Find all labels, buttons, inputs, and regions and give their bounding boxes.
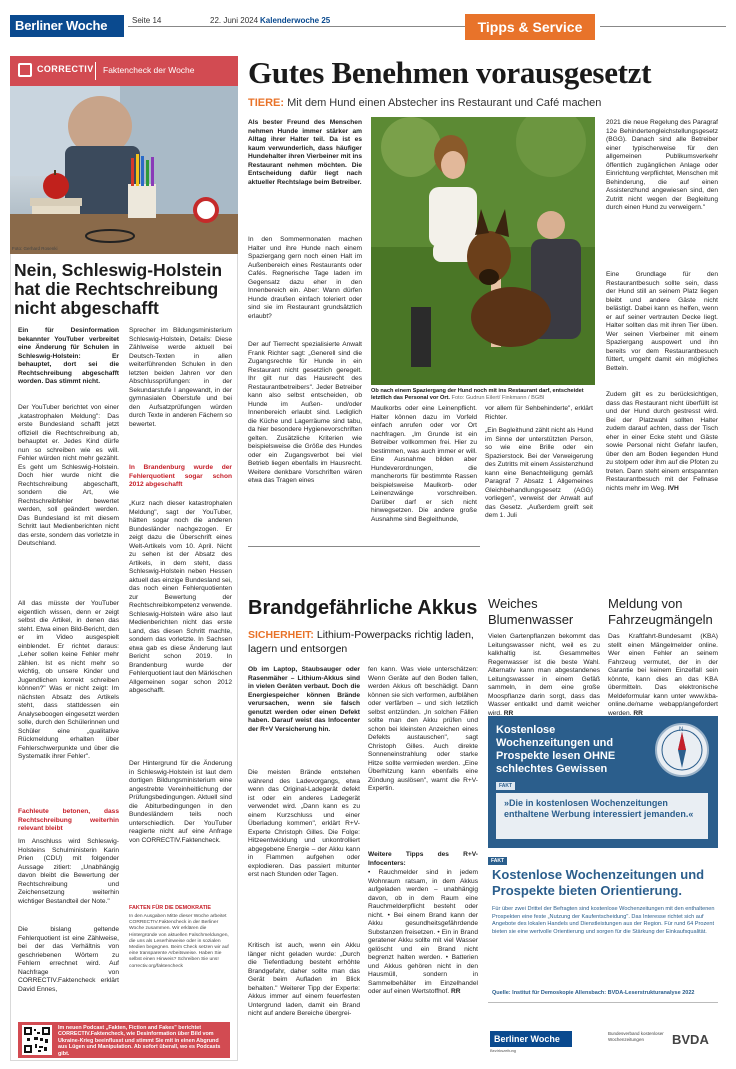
ad-title: Kostenlose Wochenzeitungen und Prospekte lesen OHNE schlechtes Gewissen (496, 724, 616, 775)
section-tag: Tipps & Service (465, 14, 595, 40)
header-divider-right (600, 26, 726, 27)
faktencheck-col1-text3: Im Anschluss wird Schleswig-Holsteins Schulministerin Karin Prien (CDU) mit folgender Aussage zitiert: „Unabhängig davon bleibt die Bewertung der Rechtschreibung und Zeichensetzung weiterhin wichtiger Bestandteil der Note." (18, 838, 119, 905)
dog-restaurant-photo (371, 117, 595, 385)
faktencheck-headline: Nein, Schleswig-Holstein hat die Rechtschreibung nicht abgeschafft (14, 260, 223, 318)
main-col4-text3 (606, 391, 718, 493)
ad-tag: FAKT (496, 782, 515, 790)
ad-quote: »Die in kostenlosen Wochenzeitungen enthaltene Werbung interessiert jemanden.« (496, 793, 708, 839)
bvda-logo: BVDA (672, 1032, 709, 1047)
weich-signature: RR (503, 709, 514, 717)
footer-bw-logo: Berliner Woche (490, 1031, 572, 1047)
main-col2-text: Maulkorbs oder eine Leinenpflicht. Halter können dazu im Vorfeld einfach anrufen oder vor Ort nachfragen. „Im Grunde ist ein Betreiber vollkommen frei. Hier zu bestimmen, was auch immer er will. Eine Ausnahme bilden aber Hundeverordnungen, die mancherorts für bestimmte Rassen beispielsweise Maulkorb- oder Leinenzwänge vorschreiben. Darüber darf er sich nicht hinwegsetzen. Die andere große Ausnahme sind Begleithunde, (371, 405, 477, 523)
footer-divider (488, 1002, 718, 1003)
issue-week: Kalenderwoche 25 (260, 16, 331, 25)
podcast-text: Im neuen Podcast „Fakten, Fiction and Fakes" berichtet CORRECTIV.Faktencheck, wie Desinformation über Bild vom Ukraine-Krieg beeinflusst und stimmt Sie mit in einen Abgrund aus Lügen und Manipulation. Ab sofort überall, wo es Podcasts gibt. (58, 1025, 221, 1057)
correctiv-tagline: Faktencheck der Woche (103, 65, 195, 75)
page-header (10, 14, 726, 42)
main-subline-text: Mit dem Hund einen Abstecher ins Restaurant und Café machen (287, 97, 602, 109)
meldung-headline: Meldung von Fahrzeugmängeln (608, 596, 713, 627)
section-divider (248, 546, 480, 547)
podcast-box (18, 1022, 230, 1058)
main-col1-text2: Der auf Tierrecht spezialisierte Anwalt Frank Richter sagt: „Generell sind die Zugangsrechte für Hunde in ein Restaurant nicht gesetzlich geregelt. Ihr gilt nur das Hausrecht des Restaurantbetreibers". Jeder Betreiber kann also selbst entscheiden, ob Hunde im Außen- und/oder Innenbereich erlaubt sind. Lediglich die Küche und Lagerräume sind tabu, da hier besondere Hygienevorschriften gelten. Zusätzliche Kriterien wie beispielsweise die Größe des Hundes oder ein Zugangsverbot bei viel Betrieb liegen ebenfalls im Hausrecht. Weitere denkbare Vorschriften wären etwa das Tragen eines (248, 341, 362, 484)
akku-lead: Ob im Laptop, Staubsauger oder Rasenmäher – Lithium-Akkus sind in vielen Geräten verbaut. Doch die Energiespeicher können Brände verursachen, wenn sie falsch genutzt werden oder einen Defekt haben. Darauf weist das Infocenter der R+V Versicherung hin. (248, 666, 360, 733)
school-desk-illustration (10, 86, 238, 254)
main-headline: Gutes Benehmen vorausgesetzt (248, 55, 652, 90)
faktencheck-col2-text2: „Kurz nach dieser katastrophalen Meldung", sagt der YouTuber, hätten sogar noch die anderen Bundesländer nachgezogen. Er zeigt dazu die Überschrift eines Welt-Artikels vom 10. April. Nicht zu sehen ist der Absatz des Artikels, in dem steht, dass Schleswig-Holstein neben Hessen aktuell das einzige Bundesland sei, das noch einen Fehlerquotienten zur Bewertung der Rechtschreibkompetenz verwende. Schleswig-Holstein wäre also laut Medienberichten nicht das erste Land, das diesen Schritt machte, sondern das vorletzte. In Sachsen etwa gab es diese Änderung laut Bericht schon 2019. In Brandenburg wurde der Fehlerquotient laut den Märkischen Allgemeinen sogar schon 2012 abgeschafft. (129, 500, 233, 694)
qr-code-graphic (24, 1027, 50, 1053)
dog-photo-illustration (371, 117, 595, 385)
meldung-text (608, 633, 718, 718)
akku-tips-text: • Rauchmelder sind in jedem Wohnraum ratsam, in dem Akkus aufgeladen werden – unabhängig davon, ob in dem Raum eine Rauchmelderpflicht besteht oder nicht. • Bei einem Brand kann der Akku gesundheitsgefährdende Substanzen freisetzen. • Ein in Brand geratener Akku sollte mit viel Wasser gelöscht und ein Brand nicht begrenzt halten werden. • Batterien und Akkus gehören nicht in den Hausmüll, sondern in Sammelbehälter im Einzelhandel oder auf einen Wertstoffhof. (368, 869, 478, 995)
akku-signature: RR (450, 988, 461, 995)
faktencheck-col1-text: Der YouTuber berichtet von einer „katastrophalen Meldung": Das erste Bundesland schafft jetzt offiziell die Rechtschreibung ab, behauptet er. Jedes Kind dürfe nun so schreiben wie es will. Fehler würden nicht mehr gezählt. Es geht um Schleswig-Holstein. Doch hier wurde nicht die Rechtschreibung abgeschafft, sondern die Art, wie Rechtschreibfehler bewertet werden, soll geändert werden. Das Bundesland ist mit diesem Schritt laut Medienberichten nicht das erste, sondern das vorletzte in Deutschland. (18, 404, 119, 547)
faktencheck-col1-text2: All das müsste der YouTuber eigentlich wissen, denn er zeigt selbst die Artikel, in denen das steht. Etwa einen Bild-Bericht, den er im Video ausgespielt einblendet. Er richtet daraus: „Leher sollen keine Fehler mehr zählen. Ist es nicht mehr so wichtig, ob unsere Kinder und Jugendlichen korrekt schreiben können?" Was er nicht zeigt: Im nächsten Absatz des Artikels steht, dass stattdessen ein Analyseboogen eingesetzt werden solle, durch den Schülerinnen und Schüler eine „qualitative Rückmeldung erhalten über Fehlerschwerpunkte und über die Systematik ihrer Fehler". (18, 600, 119, 760)
ad-source: Quelle: Institut für Demoskopie Allensbach: BVDA-Leserstrukturanalyse 2022 (492, 990, 695, 996)
weich-body: Vielen Gartenpflanzen bekommt das Leitungswasser nicht, weil es zu kalkhaltig ist. Gesammeltes Regenwasser ist die beste Wahl. Alternativ kann man abgestandenes Leitungswasser in einem Gefäß sammeln, in dem eine große Moospflanze darin sorgt, dass das Wasser entkalkt und damit weicher wird. (488, 633, 600, 717)
akku-subline-text: Lithium-Powerpacks richtig laden, lagern und entsorgen (248, 629, 474, 655)
akku-headline: Brandgefährliche Akkus (248, 597, 478, 619)
akku-tips-title: Weitere Tipps des R+V-Infocenters: (368, 851, 478, 867)
caption-credit: Foto: Gudrun Eilert/ Finkmann / BGBl (451, 395, 545, 401)
main-lead: Als bester Freund des Menschen nehmen Hunde immer stärker am Alltag ihrer Halter teil. Da ist es kaum verwunderlich, dass häufiger Hundehalter ihren Vierbeiner mit ins Restaurant nehmen möchten. Die Entscheidung dafür liegt nach aktueller Rechtslage beim Betreiber. (248, 119, 362, 186)
faktencheck-col1-text4: Die bislang geltende Fehlerquotient ist eine Zählweise, bei der das Verhältnis von geschriebenen Wörtern zu Fehlern errechnet wird. Auf Nachfrage von CORRECTIV.Faktencheck erklärt David Ennes, (18, 926, 119, 993)
svg-text:N: N (679, 727, 684, 733)
main-signature: IVH (667, 484, 679, 492)
main-subline (248, 97, 601, 109)
weich-headline: Weiches Blumenwasser (488, 596, 574, 627)
main-col4-text3-body: Zudem gilt es zu berücksichtigen, dass das Restaurant nicht überfüllt ist und der Hund durch gestresst wird. Bei der Platzwahl sollten Halter zudem darauf achten, dass der Tisch eher in einer Ecke steht und Gäste sowie Personal nicht Gefahr laufen, über den am Boden liegenden Hund zu stolpern oder ihm auf die Pfoten zu treten. Dann steht einem entspannten Restaurantbesuch mit der Fellnase nichts mehr im Weg. (606, 391, 718, 492)
faktencheck-subhead-2: In Brandenburg wurde der Fehlerquotient sogar schon 2012 abgeschafft (129, 464, 232, 488)
faktencheck-col2-text3: Der Hintergrund für die Änderung in Schleswig-Holstein ist laut dem dortigen Bildungsministerium eine angestrebte Vereinheitlichung der Prüfungsbedingungen. Aktuell sind die Abiturbedingungen in den Bundesländern teils noch unterschiedlich. Der YouTuber reagierte nicht auf eine Anfrage von CORRECTIV.Faktencheck. (129, 760, 232, 844)
meldung-body: Das Kraftfahrt-Bundesamt (KBA) stellt einen Mängelmelder online. Wer einen Fehler an seinem Fahrzeug vermutet, der in der Garantie bei keinem Einzelfall sein könnte, kann dies an das KBA übermitteln. Das elektronische Meldeformular kann unter www.kba-online.de/name webapp/angefordert werden. (608, 633, 718, 717)
akku-kicker: SICHERHEIT: (248, 629, 314, 641)
dog-photo-caption (371, 388, 595, 402)
issue-date: 22. Juni 2024 (210, 16, 259, 25)
main-kicker: TIERE: (248, 97, 285, 109)
facts-box-text: In den Ausgaben Mitte dieser Woche arbeitet CORRECTIV.Faktencheck in der Berliner Woche zusammen. Wir erklären die Hintergründe von aktuellen Falschmeldungen, die uns als Leserhinweise oder in sozialen Medien begegnen. Beim Check setzen wir auf eine transparente Arbeitsweise. Haben Sie selbst einen Hinweis? Schreiben Sie uns! correctiv.org/faktencheck (129, 914, 229, 969)
ad-fakt-label: FAKT (488, 857, 507, 865)
facts-box-title: FAKTEN FÜR DIE DEMOKRATIE (129, 905, 211, 911)
qr-code-icon[interactable] (22, 1025, 52, 1055)
akku-col1-text2: Kritisch ist auch, wenn ein Akku länger nicht geladen wurde: „Durch die Tiefentladung besteht erhöhte Brandgefahr, daher sollte man das Gerät beim Aufladen im Blick behalten." Weiterer Tipp der Experte: Akkus immer auf einem feuerfesten Untergrund laden, damit ein Brand nicht auf andere Bereiche übergrei- (248, 942, 360, 1017)
akku-tips-list (368, 869, 478, 997)
akku-subline (248, 628, 478, 656)
weich-text (488, 633, 600, 718)
header-divider (128, 26, 468, 27)
faktencheck-col2-text: Sprecher im Bildungsministerium Schleswig-Holstein, Details: Diese Zählweise werde aktuell bei Deutsch-Texten in allen weiterführenden Schulen in den letzten beiden Jahren vor den Abschlussprüfungen: in der Sekundarstufe I angewandt, in der gymnasialen Oberstufe und bei den Aufsatzprüfungen würden durch Texte in anderen Fächern so bewertet. (129, 327, 232, 428)
faktencheck-lead: Ein für Desinformation bekannter YouTuber verbreitet eine Änderung für Schulen in Schleswig-Holstein: Er behauptet, dort sei die Rechtschreibung abgeschafft worden. Das stimmt nicht. (18, 327, 119, 385)
correctiv-brand: CORRECTIV (37, 64, 94, 74)
main-col1-text: In den Sommermonaten machen Halter und ihre Hunde nach einem Spaziergang gern noch einen Halt im Außenbereich eines Restaurants oder Cafés. Regnerische Tage laden im Gegensatz dazu eher in den Innenbereich ein. Aber: Wann dürfen Hunde draußen einfach toleriert oder sind sie im Restaurant grundsätzlich erlaubt? (248, 236, 362, 320)
main-col3-text: vor allem für Sehbehinderte", erklärt Richter. (485, 405, 593, 421)
akku-col1-text: Die meisten Brände entstehen während des Ladevorgangs, etwa wenn das Original-Ladegerät defekt ist oder ein anderes Ladegerät verwendet wird. „Dann kann es zu einem Kurzschluss und einer Überladung kommen", erklärt R+V-Experte Christoph Gilles. Die Folge: Hitzeentwicklung und unkontrolliert abgegebene Energie – der Akku kann in Flammen aufgehen oder explodieren. Das passiert mitunter erst nach Stunden oder Tagen. (248, 769, 360, 878)
main-col4-text2: Eine Grundlage für den Restaurantbesuch sollte sein, dass der Hund still an seinem Platz liegen bleibt und andere Gäste nicht belästigt. Dabei kann es helfen, wenn er auf seiner vertrauten Decke liegt. Halter sollten das mit ihren Tier üben. Wer seinen Vierbeiner mit einem Spaziergang auspowert und ihn bereits vor dem Restaurantbesuch füttert, umgeht damit ein mögliches Betteln. (606, 271, 718, 372)
bvda-text: Bundesverband kostenloser Wochenzeitungen (608, 1031, 664, 1042)
correctiv-logo-icon (18, 63, 32, 77)
faktencheck-subhead-1: Fachleute betonen, dass Rechtschreibung weiterhin relevant bleibt (18, 808, 119, 832)
wochenzeitung-ad (488, 716, 718, 848)
banner-divider (95, 62, 96, 80)
footer-bw-subtitle: Bezirkszeitung (490, 1048, 517, 1053)
compass-icon (654, 722, 710, 778)
photo-credit: Foto: Gerhard Rosenki (12, 246, 58, 251)
berliner-woche-logo: Berliner Woche (10, 15, 124, 37)
ad-body: Für über zwei Drittel der Befragten sind kostenlose Wochenzeitungen mit den enthaltenen Prospekten eine feste „Nutzung der Kaufentscheidung". Das Interesse richtet sich auf Angebote des lokalen Handels und Dienstleistungen aus der Region. Für rund 64 Prozent bieten sie eine wertvolle Orientierung und sorgen für die Stärkung der Einkaufsqualität. (492, 906, 715, 935)
page-number: Seite 14 (132, 16, 162, 25)
main-col3-text2: „Ein Begleithund zählt nicht als Hund im Sinne der unterstützten Person, so wie eine Brille oder ein Spazierstock. Bei der Verweigerung des Zutritts mit einem Assistenzhund kann eine Benachteiligung gemäß Paragraf 7 Absatz 1 Allgemeines Gleichbehandlungsgesetz (AGG) vorliegen", verweist der Anwalt auf das Gesetz. „Außerdem greift seit dem 1. Juli (485, 427, 593, 519)
meldung-signature: RR (633, 709, 643, 717)
caption-text: Ob nach einem Spaziergang der Hund noch mit ins Restaurant darf, entscheidet letztlich das Personal vor Ort. (371, 388, 584, 401)
akku-col2-text: fen kann. Was viele unterschätzen: Wenn Geräte auf den Boden fallen, werden Akkus oft beschädigt. Dann können sie sich verformen, aufblähen oder verfärben – und sich letztlich selbst entzünden. „In solchen Fällen sollte man den Akku prüfen und schon bei kleinsten Anzeichen eines Defekts austauschen", sagt Christoph Gilles. Auch direkte Sonneneinstrahlung oder starke Hitze sollte vermieden werden. „Eine Überhitzung kann ebenfalls eine Zündung auslösen", warnt die R+V-Expertin. (368, 666, 478, 792)
school-desk-photo (10, 86, 238, 254)
ad-headline: Kostenlose Wochenzeitungen und Prospekte bieten Orientierung. (492, 867, 705, 898)
main-col4-text: 2021 die neue Regelung des Paragraf 12e Behindertengleichstellungsgesetz (BGG). Danach sind alle Betreiber einer typischerweise für den allgemeinen Publikumsverkehr öffentlich zugänglichen Anlage oder Einrichtung verpflichtet, Menschen mit Behinderung, die auf einen Assistenzhund angewiesen sind, den Zutritt nicht wegen der Begleitung durch einen Hund zu verweigern." (606, 119, 718, 211)
correctiv-banner (10, 56, 238, 86)
